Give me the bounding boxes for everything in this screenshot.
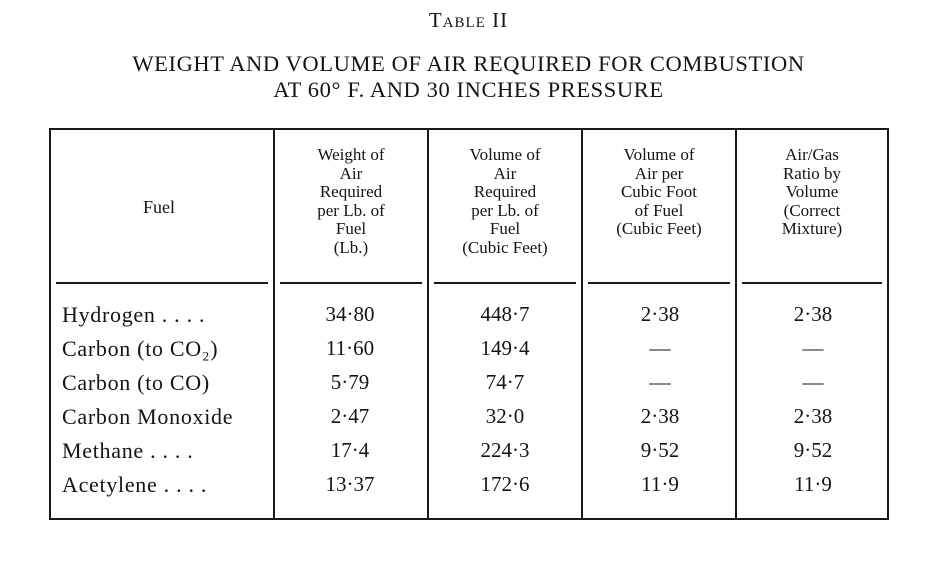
table-row — [51, 404, 887, 438]
header-rule — [280, 282, 422, 284]
volume-per-cubic-foot-cell: — — [649, 336, 671, 360]
ratio-cell: 2·38 — [793, 404, 833, 428]
header-air-gas-ratio: Air/Gas Ratio by Volume (Correct Mixture) — [781, 145, 843, 239]
volume-cell: 149·4 — [480, 336, 530, 360]
header-volume-per-cubic-foot: Volume of Air per Cubic Foot of Fuel (Cubic Feet) — [616, 145, 702, 239]
table-title-line-2: AT 60° F. AND 30 INCHES PRESSURE — [273, 77, 664, 102]
volume-cell: 74·7 — [485, 370, 525, 394]
table-row — [51, 336, 887, 370]
fuel-cell: Acetylene . . . . — [62, 472, 208, 497]
header-volume-of-air: Volume of Air Required per Lb. of Fuel (Cubic Feet) — [462, 145, 548, 257]
volume-cell: 224·3 — [480, 438, 530, 462]
volume-per-cubic-foot-cell: — — [649, 370, 671, 394]
header-fuel: Fuel — [143, 197, 176, 217]
header-weight-of-air: Weight of Air Required per Lb. of Fuel (Lb.) — [317, 145, 385, 257]
table-row — [51, 302, 887, 336]
table-row — [51, 438, 887, 472]
fuel-cell: Carbon (to CO) — [62, 370, 210, 395]
table-row — [51, 472, 887, 506]
volume-per-cubic-foot-cell: 2·38 — [640, 404, 680, 428]
weight-cell: 13·37 — [325, 472, 375, 496]
ratio-cell: 2·38 — [793, 302, 833, 326]
weight-cell: 2·47 — [330, 404, 370, 428]
volume-cell: 172·6 — [480, 472, 530, 496]
ratio-cell: 9·52 — [793, 438, 833, 462]
table-title-line-1: WEIGHT AND VOLUME OF AIR REQUIRED FOR COMBUSTION — [132, 51, 805, 76]
ratio-cell: — — [802, 370, 824, 394]
header-rule — [56, 282, 268, 284]
table-label: Table II — [428, 8, 509, 32]
fuel-cell: Hydrogen . . . . — [62, 302, 206, 327]
table-row — [51, 370, 887, 404]
header-rule — [588, 282, 730, 284]
weight-cell: 11·60 — [325, 336, 375, 360]
header-rule — [742, 282, 882, 284]
volume-cell: 32·0 — [485, 404, 525, 428]
volume-per-cubic-foot-cell: 2·38 — [640, 302, 680, 326]
weight-cell: 5·79 — [330, 370, 370, 394]
weight-cell: 17·4 — [330, 438, 370, 462]
header-rule — [434, 282, 576, 284]
weight-cell: 34·80 — [325, 302, 375, 326]
fuel-cell: Carbon (to CO₂) — [62, 336, 219, 361]
ratio-cell: 11·9 — [794, 472, 832, 496]
volume-cell: 448·7 — [480, 302, 530, 326]
volume-per-cubic-foot-cell: 11·9 — [641, 472, 679, 496]
fuel-cell: Methane . . . . — [62, 438, 194, 463]
ratio-cell: — — [802, 336, 824, 360]
volume-per-cubic-foot-cell: 9·52 — [640, 438, 680, 462]
fuel-cell: Carbon Monoxide — [62, 404, 234, 429]
